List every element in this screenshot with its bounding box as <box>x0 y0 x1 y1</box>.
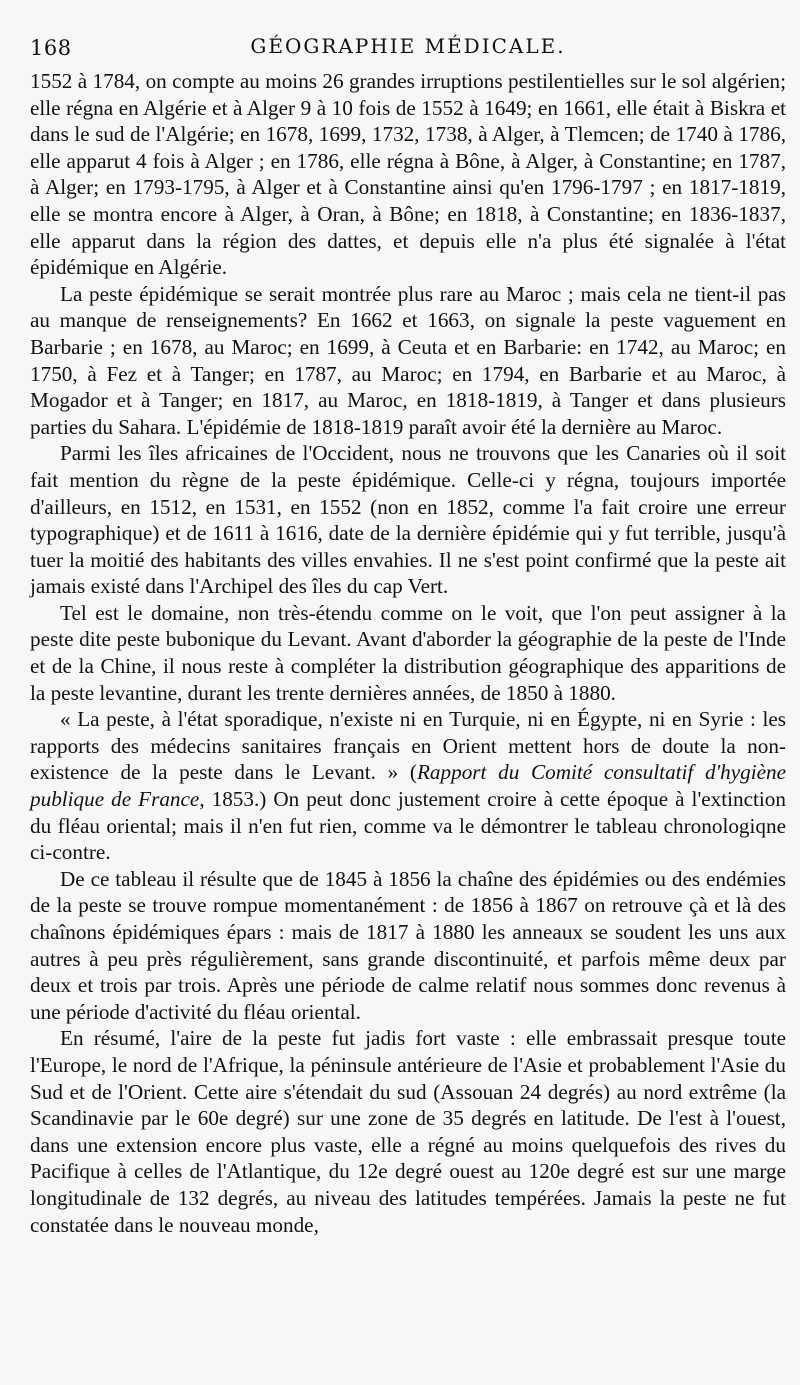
paragraph-levant-domain: Tel est le domaine, non très-étendu comme on le voit, que l'on peut assigner à la peste dite peste bubonique du Levant. Avant d'aborder la géographie de la peste de l'Inde et de la Chine, il nous reste à compléter la distribution géographique des apparitions de la peste levantine, durant les trente dernières années, de 1850 à 1880. <box>30 600 786 705</box>
report-title: Rapport du Comité consultatif d'hygiène publique de France <box>30 760 787 812</box>
paragraph-canaries: Parmi les îles africaines de l'Occident, nous ne trouvons que les Canaries où il soit fait mention du règne de la peste épidémique. Celle-ci y régna, toujours importée d'ailleurs, en 1512, en 1531, en 1552 (non en 1852, comme l'a fait croire une erreur typographique) et de 1611 à 1616, date de la dernière épidémie qui y fut terrible, jusqu'à tuer la moitié des habitants des villes envahies. Il ne s'est point confirmé que la peste ait jamais existé dans l'Archipel des îles du cap Vert. <box>30 441 786 599</box>
paragraph-morocco: La peste épidémique se serait montrée plus rare au Maroc ; mais cela ne tient-il pas au manque de renseignements? En 1662 et 1663, on signale la peste vaguement en Barbarie ; en 1678, au Maroc; en 1699, à Ceuta et en Barbarie: en 1742, au Maroc; en 1750, à Fez et à Tanger; en 1787, au Maroc; en 1794, en Barbarie et au Maroc, à Mogador et à Tanger; en 1817, au Maroc, en 1818-1819, à Tanger et dans plusieurs parties du Sahara. L'épidémie de 1818-1819 paraît avoir été la dernière au Maroc. <box>30 281 786 439</box>
quotation-continuation: , 1853.) On peut donc justement croire à cette époque à l'extinction du fléau oriental; mais il n'en fut rien, comme va le démontrer le tableau chronologiqne ci-contre. <box>30 787 786 865</box>
paragraph-quotation <box>30 706 786 866</box>
page-header <box>30 28 786 64</box>
body-text <box>30 68 786 1238</box>
paragraph-algeria: 1552 à 1784, on compte au moins 26 grandes irruptions pestilentielles sur le sol algérien; elle régna en Algérie et à Alger 9 à 10 fois de 1552 à 1649; en 1661, elle était à Biskra et dans le sud de l'Algérie; en 1678, 1699, 1732, 1738, à Alger, à Tlemcen; de 1740 à 1786, elle apparut 4 fois à Alger ; en 1786, elle régna à Bône, à Alger, à Constantine; en 1787, à Alger; en 1793-1795, à Alger et à Constantine ainsi qu'en 1796-1797 ; en 1817-1819, elle se montra encore à Alger, à Oran, à Bône; en 1818, à Constantine; en 1836-1837, elle apparut dans la région des dattes, et depuis elle n'a plus été signalée à l'état épidémique en Algérie. <box>30 69 786 280</box>
paragraph-summary: En résumé, l'aire de la peste fut jadis fort vaste : elle embrassait presque toute l'Europe, le nord de l'Afrique, la péninsule antérieure de l'Asie et probablement l'Asie du Sud et de l'Orient. Cette aire s'étendait du sud (Assouan 24 degrés) au nord extrême (la Scandinavie par le 60e degré) sur une zone de 35 degrés en latitude. De l'est à l'ouest, dans une extension encore plus vaste, elle a régné au moins quelquefois des rives du Pacifique à celles de l'Atlantique, du 12e degré ouest au 120e degré est sur une marge longitudinale de 132 degrés, au niveau des latitudes tempérées. Jamais la peste ne fut constatée dans le nouveau monde, <box>30 1026 786 1237</box>
page-number: 168 <box>30 36 72 60</box>
running-title: GÉOGRAPHIE MÉDICALE. <box>250 34 566 58</box>
quotation-text: « La peste, à l'état sporadique, n'existe ni en Turquie, ni en Égypte, ni en Syrie : les rapports des médecins sanitaires français en Orient mettent hors de doute la non-existence de la peste dans le Levant. » ( <box>30 707 786 785</box>
paragraph-table-result: De ce tableau il résulte que de 1845 à 1856 la chaîne des épidémies ou des endémies de la peste se trouve rompue momentanément : de 1856 à 1867 on retrouve çà et là des chaînons épidémiques épars : mais de 1817 à 1880 les anneaux se soudent les uns aux autres à peu près régulièrement, sans grande discontinuité, et parfois même deux par deux et trois par trois. Après une période de calme relatif nous sommes donc revenus à une période d'activité du fléau oriental. <box>30 866 786 1024</box>
